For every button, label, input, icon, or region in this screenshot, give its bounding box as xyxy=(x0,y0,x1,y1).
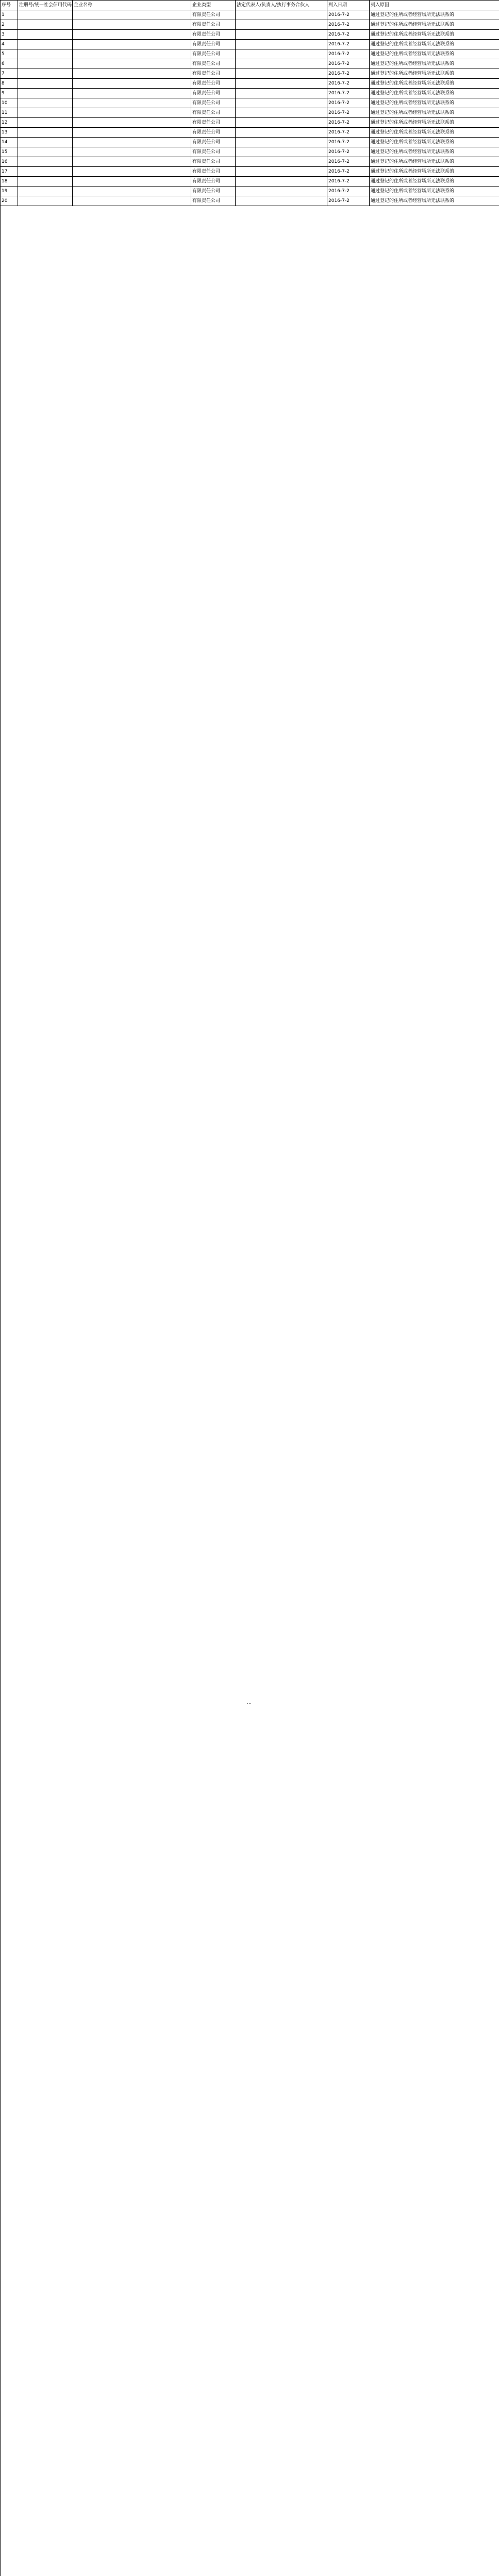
table-row xyxy=(1,59,499,69)
col-header-company-name: 企业名称 xyxy=(73,1,191,10)
cell-legal-rep xyxy=(236,128,327,138)
continuation-marker: … xyxy=(1,206,499,2576)
cell-list-date: 2016-7-2 xyxy=(327,20,370,30)
cell-reg-no xyxy=(18,187,73,196)
cell-company-type: 有限责任公司 xyxy=(191,10,236,20)
cell-company-name xyxy=(73,196,191,206)
cell-index: 14 xyxy=(1,138,18,147)
cell-company-name xyxy=(73,108,191,118)
cell-legal-rep xyxy=(236,59,327,69)
cell-list-date: 2016-7-2 xyxy=(327,49,370,59)
cell-company-type: 有限责任公司 xyxy=(191,187,236,196)
cell-reg-no xyxy=(18,30,73,40)
cell-company-name xyxy=(73,79,191,89)
cell-company-type: 有限责任公司 xyxy=(191,157,236,167)
cell-company-name xyxy=(73,138,191,147)
table-row xyxy=(1,108,499,118)
cell-index: 3 xyxy=(1,30,18,40)
cell-company-name xyxy=(73,118,191,128)
cell-index: 12 xyxy=(1,118,18,128)
cell-list-date: 2016-7-2 xyxy=(327,69,370,79)
cell-company-name xyxy=(73,30,191,40)
cell-list-reason: 通过登记的住所或者经营场所无法联系的 xyxy=(370,40,499,49)
cell-company-name xyxy=(73,147,191,157)
cell-index: 19 xyxy=(1,187,18,196)
cell-list-date: 2016-7-2 xyxy=(327,89,370,98)
cell-list-date: 2016-7-2 xyxy=(327,196,370,206)
cell-list-reason: 通过登记的住所或者经营场所无法联系的 xyxy=(370,177,499,187)
table-row xyxy=(1,128,499,138)
cell-company-name xyxy=(73,59,191,69)
continuation-row xyxy=(1,206,499,2576)
cell-company-type: 有限责任公司 xyxy=(191,30,236,40)
cell-company-type: 有限责任公司 xyxy=(191,138,236,147)
table-row xyxy=(1,157,499,167)
cell-index: 18 xyxy=(1,177,18,187)
cell-list-reason: 通过登记的住所或者经营场所无法联系的 xyxy=(370,89,499,98)
cell-index: 6 xyxy=(1,59,18,69)
cell-legal-rep xyxy=(236,20,327,30)
cell-list-reason: 通过登记的住所或者经营场所无法联系的 xyxy=(370,157,499,167)
cell-list-date: 2016-7-2 xyxy=(327,128,370,138)
col-header-index: 序号 xyxy=(1,1,18,10)
cell-list-date: 2016-7-2 xyxy=(327,30,370,40)
cell-legal-rep xyxy=(236,40,327,49)
cell-company-type: 有限责任公司 xyxy=(191,20,236,30)
cell-reg-no xyxy=(18,20,73,30)
cell-list-reason: 通过登记的住所或者经营场所无法联系的 xyxy=(370,30,499,40)
cell-index: 5 xyxy=(1,49,18,59)
cell-reg-no xyxy=(18,128,73,138)
cell-list-reason: 通过登记的住所或者经营场所无法联系的 xyxy=(370,187,499,196)
cell-company-type: 有限责任公司 xyxy=(191,69,236,79)
cell-list-reason: 通过登记的住所或者经营场所无法联系的 xyxy=(370,138,499,147)
cell-index: 16 xyxy=(1,157,18,167)
cell-company-name xyxy=(73,128,191,138)
cell-company-type: 有限责任公司 xyxy=(191,196,236,206)
cell-legal-rep xyxy=(236,108,327,118)
cell-reg-no xyxy=(18,49,73,59)
cell-reg-no xyxy=(18,196,73,206)
cell-list-date: 2016-7-2 xyxy=(327,10,370,20)
cell-legal-rep xyxy=(236,177,327,187)
cell-legal-rep xyxy=(236,118,327,128)
cell-company-type: 有限责任公司 xyxy=(191,167,236,177)
cell-company-type: 有限责任公司 xyxy=(191,89,236,98)
cell-company-type: 有限责任公司 xyxy=(191,79,236,89)
cell-index: 4 xyxy=(1,40,18,49)
cell-reg-no xyxy=(18,89,73,98)
cell-list-date: 2016-7-2 xyxy=(327,157,370,167)
cell-company-name xyxy=(73,157,191,167)
col-header-reg-no: 注册号/统一社会信用代码 xyxy=(18,1,73,10)
cell-reg-no xyxy=(18,69,73,79)
cell-list-reason: 通过登记的住所或者经营场所无法联系的 xyxy=(370,118,499,128)
cell-reg-no xyxy=(18,40,73,49)
cell-index: 10 xyxy=(1,98,18,108)
table-row xyxy=(1,167,499,177)
cell-company-type: 有限责任公司 xyxy=(191,147,236,157)
cell-legal-rep xyxy=(236,167,327,177)
cell-index: 1 xyxy=(1,10,18,20)
cell-reg-no xyxy=(18,59,73,69)
cell-list-reason: 通过登记的住所或者经营场所无法联系的 xyxy=(370,128,499,138)
table-row xyxy=(1,147,499,157)
cell-index: 2 xyxy=(1,20,18,30)
cell-list-date: 2016-7-2 xyxy=(327,187,370,196)
table-row xyxy=(1,138,499,147)
cell-list-reason: 通过登记的住所或者经营场所无法联系的 xyxy=(370,108,499,118)
cell-index: 15 xyxy=(1,147,18,157)
table-row xyxy=(1,30,499,40)
cell-reg-no xyxy=(18,138,73,147)
cell-company-type: 有限责任公司 xyxy=(191,98,236,108)
cell-legal-rep xyxy=(236,89,327,98)
cell-legal-rep xyxy=(236,69,327,79)
cell-index: 8 xyxy=(1,79,18,89)
cell-index: 20 xyxy=(1,196,18,206)
cell-reg-no xyxy=(18,79,73,89)
cell-list-date: 2016-7-2 xyxy=(327,177,370,187)
cell-company-name xyxy=(73,20,191,30)
col-header-company-type: 企业类型 xyxy=(191,1,236,10)
col-header-list-reason: 列入原因 xyxy=(370,1,499,10)
cell-list-date: 2016-7-2 xyxy=(327,40,370,49)
cell-company-name xyxy=(73,69,191,79)
cell-legal-rep xyxy=(236,196,327,206)
cell-index: 13 xyxy=(1,128,18,138)
cell-company-type: 有限责任公司 xyxy=(191,118,236,128)
cell-list-date: 2016-7-2 xyxy=(327,138,370,147)
cell-company-name xyxy=(73,177,191,187)
cell-legal-rep xyxy=(236,157,327,167)
table-header-row xyxy=(1,1,499,10)
cell-list-reason: 通过登记的住所或者经营场所无法联系的 xyxy=(370,59,499,69)
cell-list-date: 2016-7-2 xyxy=(327,98,370,108)
table-row xyxy=(1,187,499,196)
cell-reg-no xyxy=(18,157,73,167)
cell-legal-rep xyxy=(236,49,327,59)
cell-list-date: 2016-7-2 xyxy=(327,118,370,128)
table-row xyxy=(1,98,499,108)
cell-list-reason: 通过登记的住所或者经营场所无法联系的 xyxy=(370,79,499,89)
cell-index: 17 xyxy=(1,167,18,177)
cell-list-reason: 通过登记的住所或者经营场所无法联系的 xyxy=(370,167,499,177)
col-header-legal-rep: 法定代表人/负责人/执行事务合伙人 xyxy=(236,1,327,10)
cell-list-reason: 通过登记的住所或者经营场所无法联系的 xyxy=(370,49,499,59)
cell-legal-rep xyxy=(236,187,327,196)
cell-reg-no xyxy=(18,147,73,157)
cell-reg-no xyxy=(18,10,73,20)
cell-list-reason: 通过登记的住所或者经营场所无法联系的 xyxy=(370,196,499,206)
cell-list-reason: 通过登记的住所或者经营场所无法联系的 xyxy=(370,98,499,108)
cell-company-type: 有限责任公司 xyxy=(191,177,236,187)
cell-list-reason: 通过登记的住所或者经营场所无法联系的 xyxy=(370,10,499,20)
cell-legal-rep xyxy=(236,98,327,108)
cell-list-reason: 通过登记的住所或者经营场所无法联系的 xyxy=(370,147,499,157)
cell-index: 7 xyxy=(1,69,18,79)
cell-index: 9 xyxy=(1,89,18,98)
cell-company-type: 有限责任公司 xyxy=(191,128,236,138)
table-row xyxy=(1,69,499,79)
cell-reg-no xyxy=(18,118,73,128)
cell-reg-no xyxy=(18,108,73,118)
cell-list-reason: 通过登记的住所或者经营场所无法联系的 xyxy=(370,69,499,79)
table-row xyxy=(1,177,499,187)
cell-reg-no xyxy=(18,167,73,177)
cell-legal-rep xyxy=(236,138,327,147)
cell-company-name xyxy=(73,40,191,49)
table-row xyxy=(1,118,499,128)
cell-list-reason: 通过登记的住所或者经营场所无法联系的 xyxy=(370,20,499,30)
cell-list-date: 2016-7-2 xyxy=(327,79,370,89)
cell-list-date: 2016-7-2 xyxy=(327,147,370,157)
table-row xyxy=(1,79,499,89)
cell-reg-no xyxy=(18,177,73,187)
cell-company-name xyxy=(73,98,191,108)
col-header-list-date: 列入日期 xyxy=(327,1,370,10)
cell-list-date: 2016-7-2 xyxy=(327,108,370,118)
table-row xyxy=(1,40,499,49)
cell-company-type: 有限责任公司 xyxy=(191,108,236,118)
table-row xyxy=(1,196,499,206)
cell-company-name xyxy=(73,49,191,59)
table-row xyxy=(1,20,499,30)
cell-reg-no xyxy=(18,98,73,108)
table-row xyxy=(1,49,499,59)
cell-company-name xyxy=(73,10,191,20)
cell-list-date: 2016-7-2 xyxy=(327,167,370,177)
table-row xyxy=(1,10,499,20)
cell-legal-rep xyxy=(236,147,327,157)
cell-company-type: 有限责任公司 xyxy=(191,49,236,59)
table-row xyxy=(1,89,499,98)
cell-company-name xyxy=(73,187,191,196)
cell-legal-rep xyxy=(236,79,327,89)
cell-legal-rep xyxy=(236,30,327,40)
cell-legal-rep xyxy=(236,10,327,20)
cell-company-name xyxy=(73,167,191,177)
cell-company-name xyxy=(73,89,191,98)
cell-company-type: 有限责任公司 xyxy=(191,59,236,69)
cell-company-type: 有限责任公司 xyxy=(191,40,236,49)
cell-index: 11 xyxy=(1,108,18,118)
cell-list-date: 2016-7-2 xyxy=(327,59,370,69)
